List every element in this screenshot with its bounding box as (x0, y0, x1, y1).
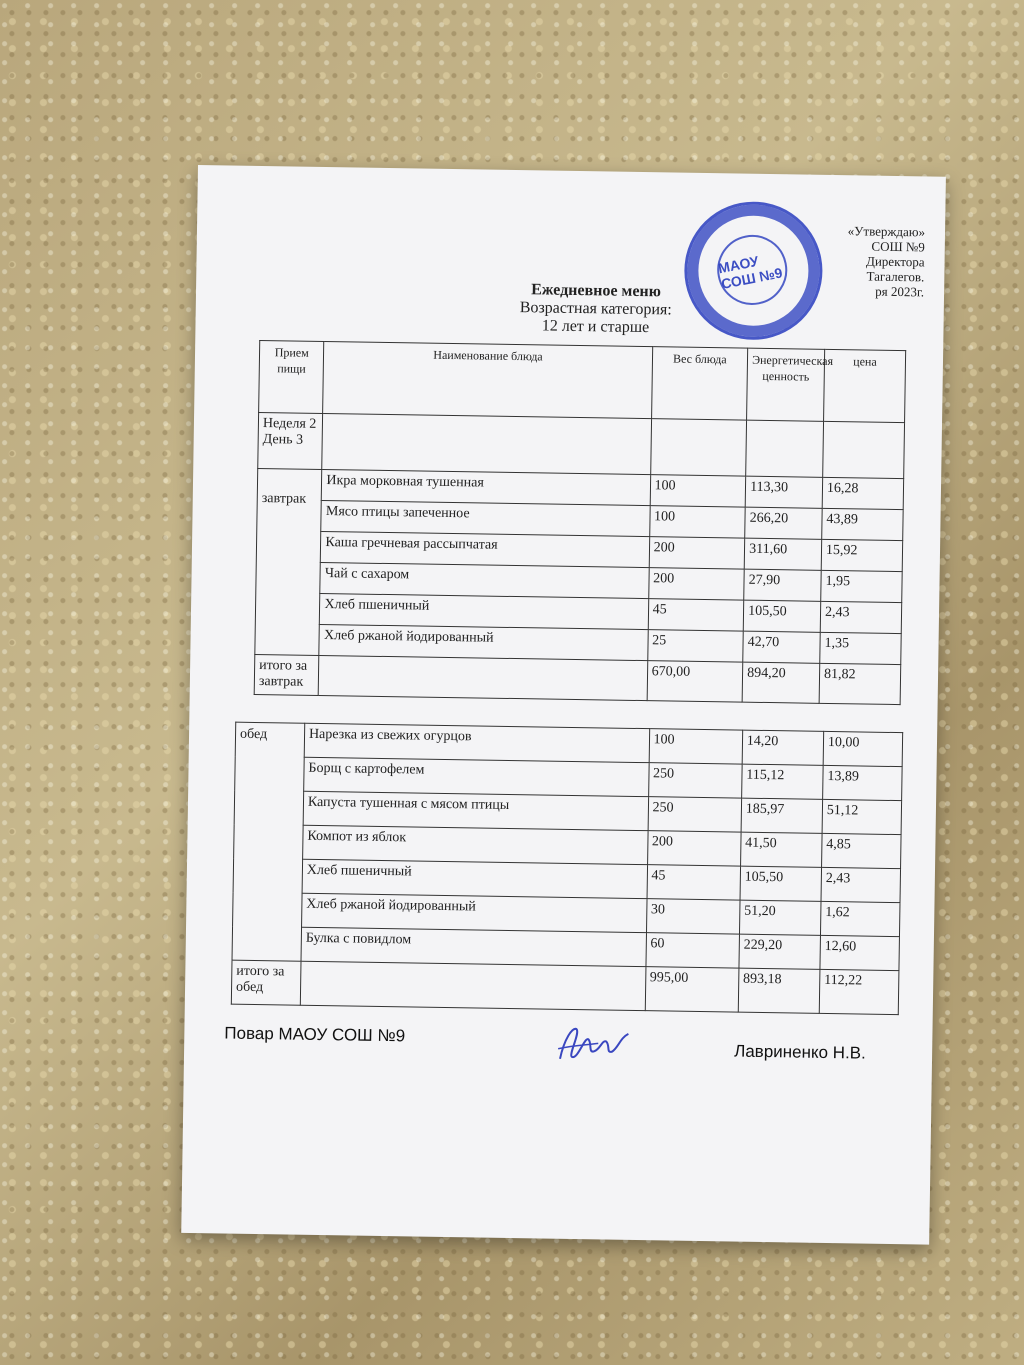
lunch-item-weight: 30 (646, 899, 740, 934)
lunch-item-name: Нарезка из свежих огурцов (304, 723, 649, 762)
breakfast-meal-label: завтрак (255, 468, 322, 655)
menu-heading (415, 278, 776, 339)
empty-cell (322, 413, 651, 474)
breakfast-item-energy: 311,60 (744, 538, 821, 570)
lunch-total-price: 112,22 (819, 969, 899, 1014)
breakfast-item-weight: 100 (650, 475, 746, 507)
approval-line-2: СОШ №9 (871, 238, 925, 255)
lunch-item-weight: 60 (646, 933, 740, 968)
empty-cell (319, 655, 648, 700)
lunch-item-energy: 14,20 (742, 730, 824, 765)
breakfast-total-price: 81,82 (819, 663, 901, 704)
breakfast-item-weight: 200 (648, 568, 744, 600)
cook-label: Повар МАОУ СОШ №9 (224, 1023, 406, 1046)
week-day-label: Неделя 2 День 3 (258, 412, 323, 469)
signature-image (554, 1019, 635, 1070)
lunch-item-energy: 115,12 (741, 764, 823, 799)
breakfast-item-price: 43,89 (822, 508, 904, 540)
breakfast-total-label: итого за завтрак (254, 654, 319, 695)
lunch-total-weight: 995,00 (645, 967, 739, 1012)
breakfast-item-price: 2,43 (820, 601, 902, 633)
lunch-item-price: 2,43 (821, 867, 901, 902)
header-price: цена (824, 349, 906, 422)
header-dish: Наименование блюда (323, 342, 652, 419)
breakfast-item-name: Мясо птицы запеченное (321, 500, 650, 536)
age-category-label: Возрастная категория: (519, 299, 672, 319)
empty-cell (300, 961, 645, 1010)
lunch-total-row (231, 960, 899, 1014)
lunch-item-price: 12,60 (820, 935, 900, 970)
header-weight: Вес блюда (651, 347, 748, 420)
approval-line-3: Директора (865, 253, 925, 270)
lunch-item-name: Хлеб пшеничный (302, 859, 647, 898)
breakfast-total-weight: 670,00 (647, 661, 743, 702)
lunch-item-name: Булка с повидлом (301, 927, 646, 966)
approval-line-1: «Утверждаю» (847, 223, 926, 240)
lunch-item-energy: 105,50 (740, 866, 822, 901)
breakfast-item-energy: 113,30 (745, 476, 822, 508)
lunch-item-energy: 41,50 (740, 832, 822, 867)
menu-sheet (181, 165, 946, 1245)
empty-cell (746, 420, 824, 477)
header-meal: Прием пищи (259, 340, 325, 413)
breakfast-item-energy: 42,70 (743, 631, 820, 663)
lunch-item-price: 13,89 (823, 765, 903, 800)
breakfast-item-price: 1,95 (821, 570, 903, 602)
lunch-item-weight: 250 (648, 763, 742, 798)
header-row (259, 340, 906, 422)
lunch-item-name: Хлеб ржаной йодированный (301, 893, 646, 932)
lunch-item-weight: 200 (647, 831, 741, 866)
breakfast-item-energy: 105,50 (743, 600, 820, 632)
approval-line-4: Тагалегов. (866, 268, 925, 285)
lunch-rows (232, 722, 903, 970)
breakfast-item-name: Каша гречневая рассыпчатая (321, 531, 650, 567)
lunch-item-name: Борщ с картофелем (304, 757, 649, 796)
lunch-table (231, 722, 903, 1015)
lunch-item-weight: 250 (648, 797, 742, 832)
empty-cell (650, 419, 746, 476)
header-energy: Энергетическая ценность (747, 348, 825, 421)
lunch-item-name: Компот из яблок (303, 825, 648, 864)
lunch-item-price: 4,85 (821, 833, 901, 868)
lunch-total-label: итого за обед (231, 960, 301, 1005)
breakfast-item-weight: 100 (649, 506, 745, 538)
breakfast-item-name: Хлеб пшеничный (320, 593, 649, 629)
menu-title: Ежедневное меню (531, 281, 662, 301)
breakfast-item-price: 15,92 (821, 539, 903, 571)
breakfast-item-weight: 25 (647, 630, 743, 662)
lunch-item-energy: 229,20 (739, 934, 821, 969)
lunch-item-price: 1,62 (820, 901, 900, 936)
breakfast-total-energy: 894,20 (742, 662, 819, 703)
breakfast-rows (255, 468, 904, 664)
lunch-item-name: Капуста тушенная с мясом птицы (303, 791, 648, 830)
breakfast-item-weight: 45 (648, 599, 744, 631)
breakfast-item-energy: 266,20 (745, 507, 822, 539)
cook-name: Лавриненко Н.В. (733, 1041, 866, 1063)
breakfast-table (254, 340, 906, 705)
breakfast-item-weight: 200 (649, 537, 745, 569)
breakfast-item-name: Икра морковная тушенная (322, 469, 651, 505)
lunch-item-energy: 185,97 (741, 798, 823, 833)
stamp-text: МАОУ СОШ №9 (716, 252, 784, 293)
breakfast-item-name: Хлеб ржаной йодированный (319, 624, 648, 660)
lunch-total-energy: 893,18 (738, 968, 820, 1013)
lunch-item-price: 51,12 (822, 799, 902, 834)
lunch-item-weight: 100 (649, 729, 743, 764)
week-day-row (258, 412, 905, 478)
age-category-value: 12 лет и старше (541, 317, 650, 337)
breakfast-item-name: Чай с сахаром (320, 562, 649, 598)
empty-cell (823, 421, 905, 478)
breakfast-item-price: 16,28 (822, 477, 904, 509)
lunch-item-energy: 51,20 (739, 900, 821, 935)
lunch-meal-label: обед (232, 722, 305, 961)
lunch-item-price: 10,00 (823, 731, 903, 766)
breakfast-item-energy: 27,90 (744, 569, 821, 601)
approval-line-5: ря 2023г. (875, 283, 925, 300)
breakfast-item-price: 1,35 (820, 632, 902, 664)
lunch-item-weight: 45 (647, 865, 741, 900)
